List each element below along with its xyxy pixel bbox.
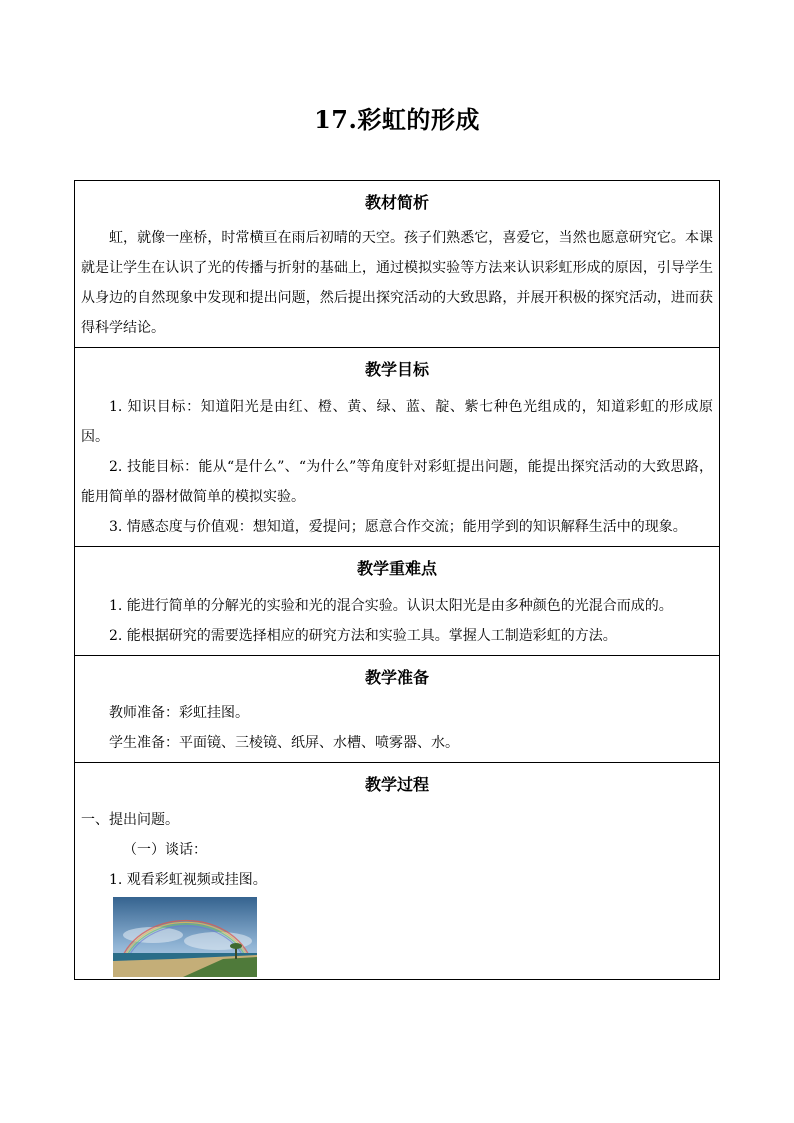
page-title: 17.彩虹的形成 <box>314 105 480 134</box>
section-heading: 教学目标 <box>364 360 429 379</box>
section-paragraph: 虹，就像一座桥，时常横亘在雨后初晴的天空。孩子们熟悉它，喜爱它，当然也愿意研究它。本课就是让学生在认识了光的传播与折射的基础上，通过模拟实验等方法来认识彩虹形成的原因，引导学生从身边的自然现象中发现和提出问题，然后提出探究活动的大致思路，并展开积极的探究活动，进而获得科学结论。 <box>81 230 713 336</box>
section-heading: 教学重难点 <box>356 559 437 578</box>
list-item: 1. 能进行简单的分解光的实验和光的混合实验。认识太阳光是由多种颜色的光混合而成的。 <box>109 598 673 614</box>
list-item: 学生准备：平面镜、三棱镜、纸屏、水槽、喷雾器、水。 <box>109 735 459 751</box>
list-item: 教师准备：彩虹挂图。 <box>109 705 249 721</box>
list-item: 2. 技能目标：能从“是什么”、“为什么”等角度针对彩虹提出问题，能提出探究活动的大致思路，能用简单的器材做简单的模拟实验。 <box>81 459 713 505</box>
process-step: 一、提出问题。 <box>81 812 179 828</box>
section-process <box>75 763 720 980</box>
section-preparation <box>75 656 720 763</box>
lesson-plan-table <box>74 180 720 980</box>
section-analysis <box>75 181 720 348</box>
list-item: 1. 知识目标：知道阳光是由红、橙、黄、绿、蓝、靛、紫七种色光组成的，知道彩虹的形成原因。 <box>81 399 713 445</box>
section-heading: 教材简析 <box>364 193 429 212</box>
section-heading: 教学准备 <box>364 668 429 687</box>
process-step: 1. 观看彩虹视频或挂图。 <box>109 872 267 888</box>
section-key-points <box>75 547 720 656</box>
rainbow-photo <box>113 897 257 977</box>
section-heading: 教学过程 <box>364 775 429 794</box>
list-item: 3. 情感态度与价值观：想知道，爱提问；愿意合作交流；能用学到的知识解释生活中的现象。 <box>109 519 687 535</box>
list-item: 2. 能根据研究的需要选择相应的研究方法和实验工具。掌握人工制造彩虹的方法。 <box>109 628 617 644</box>
section-objectives <box>75 348 720 547</box>
process-step: （一）谈话： <box>123 842 207 858</box>
